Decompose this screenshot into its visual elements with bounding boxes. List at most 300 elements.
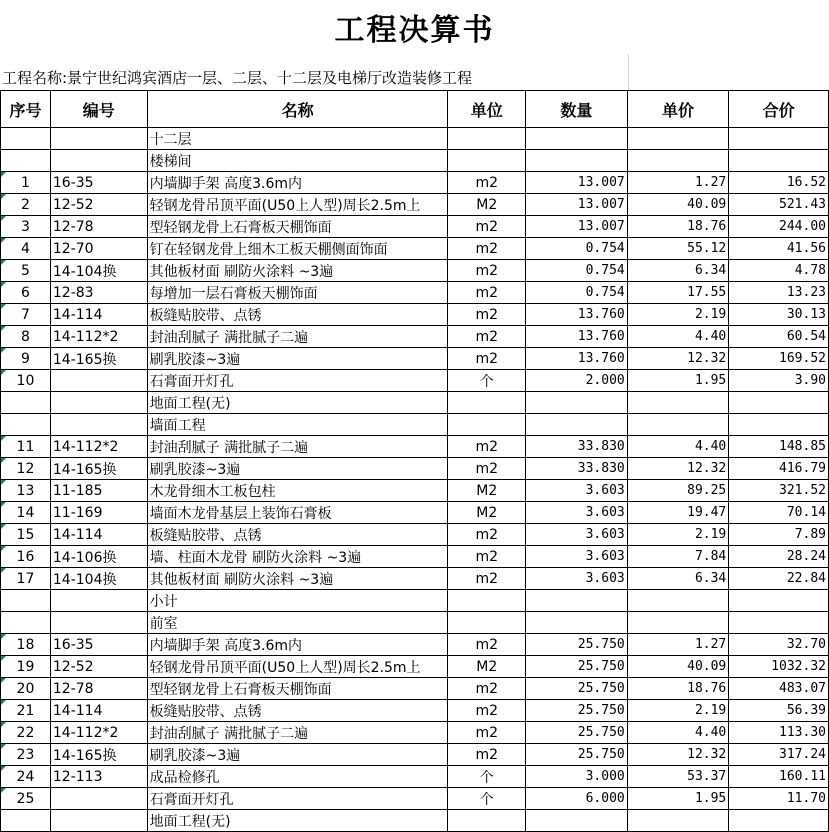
unit-cell[interactable] — [448, 612, 526, 634]
total-cell[interactable]: 41.56 — [729, 238, 829, 260]
total-cell[interactable]: 70.14 — [729, 502, 829, 524]
qty-cell[interactable]: 13.760 — [526, 326, 628, 348]
total-cell[interactable]: 169.52 — [729, 348, 829, 370]
unit-cell[interactable] — [448, 392, 526, 414]
table-row — [1, 678, 829, 700]
cell-marker-icon — [1, 260, 6, 265]
table-row — [1, 656, 829, 678]
code-cell[interactable]: 14-114 — [50, 700, 147, 722]
header-total[interactable]: 合价 — [729, 91, 829, 128]
unit-cell[interactable]: m2 — [448, 524, 526, 546]
cell-marker-icon — [1, 458, 6, 463]
seq-text: 6 — [20, 284, 30, 301]
total-cell[interactable]: 4.78 — [729, 260, 829, 282]
qty-cell[interactable]: 6.000 — [526, 788, 628, 810]
code-cell[interactable]: 12-83 — [50, 282, 147, 304]
seq-text: 25 — [16, 790, 35, 807]
seq-cell[interactable] — [1, 766, 51, 788]
code-cell[interactable]: 14-104换 — [50, 260, 147, 282]
seq-cell[interactable] — [1, 810, 51, 832]
seq-cell[interactable] — [1, 502, 51, 524]
header-unit[interactable]: 单位 — [448, 91, 526, 128]
qty-cell[interactable]: 25.750 — [526, 744, 628, 766]
unit-cell[interactable]: m2 — [448, 348, 526, 370]
cell-marker-icon — [1, 568, 6, 573]
price-cell[interactable]: 12.32 — [627, 348, 729, 370]
table-row — [1, 172, 829, 194]
seq-text: 3 — [20, 218, 30, 235]
table-row — [1, 546, 829, 568]
price-cell[interactable] — [627, 150, 729, 172]
price-cell[interactable]: 89.25 — [627, 480, 729, 502]
seq-text: 1 — [20, 174, 30, 191]
seq-text: 9 — [20, 350, 30, 367]
code-cell[interactable] — [50, 128, 147, 150]
name-cell[interactable]: 石膏面开灯孔 — [147, 370, 448, 392]
document-title: 工程决算书 — [334, 13, 495, 48]
total-cell[interactable] — [729, 590, 829, 612]
unit-cell[interactable]: m2 — [448, 722, 526, 744]
total-cell[interactable]: 3.90 — [729, 370, 829, 392]
price-cell[interactable]: 19.47 — [627, 502, 729, 524]
total-cell[interactable]: 148.85 — [729, 436, 829, 458]
table-row — [1, 700, 829, 722]
price-cell[interactable]: 18.76 — [627, 216, 729, 238]
qty-cell[interactable]: 33.830 — [526, 436, 628, 458]
header-code[interactable]: 编号 — [50, 91, 147, 128]
unit-cell[interactable]: M2 — [448, 480, 526, 502]
name-cell[interactable]: 轻钢龙骨吊顶平面(U50上人型)周长2.5m上 — [147, 656, 448, 678]
unit-cell[interactable]: m2 — [448, 216, 526, 238]
table-row — [1, 810, 829, 832]
seq-cell[interactable] — [1, 524, 51, 546]
name-cell[interactable]: 刷乳胶漆~3遍 — [147, 458, 448, 480]
table-row — [1, 260, 829, 282]
seq-cell[interactable] — [1, 480, 51, 502]
total-cell[interactable]: 16.52 — [729, 172, 829, 194]
seq-cell[interactable] — [1, 568, 51, 590]
code-cell[interactable]: 14-112*2 — [50, 326, 147, 348]
price-cell[interactable] — [627, 612, 729, 634]
name-cell[interactable]: 轻钢龙骨吊顶平面(U50上人型)周长2.5m上 — [147, 194, 448, 216]
table-body — [1, 128, 829, 832]
total-cell[interactable]: 321.52 — [729, 480, 829, 502]
name-cell[interactable]: 地面工程(无) — [147, 392, 448, 414]
unit-cell[interactable]: m2 — [448, 436, 526, 458]
seq-text: 12 — [16, 460, 35, 477]
seq-text: 14 — [16, 504, 35, 521]
name-cell[interactable]: 每增加一层石膏板天棚饰面 — [147, 282, 448, 304]
seq-text: 15 — [16, 526, 35, 543]
name-cell[interactable]: 前室 — [147, 612, 448, 634]
code-cell[interactable]: 11-169 — [50, 502, 147, 524]
name-cell[interactable]: 木龙骨细木工板包柱 — [147, 480, 448, 502]
unit-cell[interactable]: m2 — [448, 634, 526, 656]
unit-cell[interactable] — [448, 810, 526, 832]
seq-text: 16 — [16, 548, 35, 565]
total-cell[interactable]: 56.39 — [729, 700, 829, 722]
table-row — [1, 744, 829, 766]
code-cell[interactable] — [50, 612, 147, 634]
price-cell[interactable] — [627, 590, 729, 612]
seq-text: 19 — [16, 658, 35, 675]
header-seq[interactable]: 序号 — [1, 91, 51, 128]
total-cell[interactable]: 317.24 — [729, 744, 829, 766]
cell-marker-icon — [1, 678, 6, 683]
code-cell[interactable] — [50, 788, 147, 810]
qty-cell[interactable]: 25.750 — [526, 700, 628, 722]
code-cell[interactable]: 14-165换 — [50, 458, 147, 480]
total-cell[interactable] — [729, 128, 829, 150]
table-row — [1, 216, 829, 238]
code-cell[interactable] — [50, 810, 147, 832]
unit-cell[interactable]: M2 — [448, 502, 526, 524]
seq-cell[interactable] — [1, 348, 51, 370]
qty-cell[interactable]: 0.754 — [526, 238, 628, 260]
seq-cell[interactable] — [1, 656, 51, 678]
qty-cell[interactable]: 3.603 — [526, 502, 628, 524]
price-cell[interactable]: 12.32 — [627, 458, 729, 480]
cell-marker-icon — [1, 172, 6, 177]
code-cell[interactable]: 12-52 — [50, 656, 147, 678]
price-cell[interactable]: 40.09 — [627, 194, 729, 216]
seq-cell[interactable] — [1, 700, 51, 722]
unit-cell[interactable]: m2 — [448, 458, 526, 480]
seq-cell[interactable] — [1, 414, 51, 436]
table-row — [1, 326, 829, 348]
seq-cell[interactable] — [1, 590, 51, 612]
code-cell[interactable]: 12-78 — [50, 678, 147, 700]
cell-marker-icon — [1, 656, 6, 661]
code-cell[interactable]: 12-113 — [50, 766, 147, 788]
name-cell[interactable]: 其他板材面 刷防火涂料 ~3遍 — [147, 568, 448, 590]
total-cell[interactable] — [729, 612, 829, 634]
unit-cell[interactable]: m2 — [448, 260, 526, 282]
unit-cell[interactable]: m2 — [448, 700, 526, 722]
name-cell[interactable]: 十二层 — [147, 128, 448, 150]
code-cell[interactable]: 14-165换 — [50, 348, 147, 370]
seq-cell[interactable] — [1, 150, 51, 172]
cell-marker-icon — [1, 436, 6, 441]
total-cell[interactable]: 160.11 — [729, 766, 829, 788]
code-cell[interactable]: 14-112*2 — [50, 436, 147, 458]
qty-cell[interactable]: 33.830 — [526, 458, 628, 480]
unit-cell[interactable]: m2 — [448, 304, 526, 326]
qty-cell[interactable]: 25.750 — [526, 678, 628, 700]
name-cell[interactable]: 墙面工程 — [147, 414, 448, 436]
table-row — [1, 480, 829, 502]
price-cell[interactable]: 1.95 — [627, 788, 729, 810]
name-cell[interactable]: 型轻钢龙骨上石膏板天棚饰面 — [147, 216, 448, 238]
price-cell[interactable]: 2.19 — [627, 524, 729, 546]
table-row — [1, 238, 829, 260]
cell-marker-icon — [1, 524, 6, 529]
qty-cell[interactable]: 13.007 — [526, 172, 628, 194]
unit-cell[interactable]: m2 — [448, 568, 526, 590]
price-cell[interactable] — [627, 128, 729, 150]
table-row — [1, 282, 829, 304]
qty-cell[interactable] — [526, 590, 628, 612]
table-row — [1, 194, 829, 216]
table-row — [1, 524, 829, 546]
cell-marker-icon — [1, 502, 6, 507]
seq-text: 17 — [16, 570, 35, 587]
price-cell[interactable]: 1.27 — [627, 634, 729, 656]
qty-cell[interactable]: 0.754 — [526, 260, 628, 282]
table-row — [1, 612, 829, 634]
table-row — [1, 128, 829, 150]
price-cell[interactable]: 6.34 — [627, 568, 729, 590]
seq-cell[interactable] — [1, 370, 51, 392]
name-cell[interactable]: 封油刮腻子 满批腻子二遍 — [147, 436, 448, 458]
price-cell[interactable]: 17.55 — [627, 282, 729, 304]
project-name: 工程名称:景宁世纪鸿宾酒店一层、二层、十二层及电梯厅改造装修工程 — [2, 69, 473, 87]
price-cell[interactable]: 4.40 — [627, 436, 729, 458]
table-row — [1, 414, 829, 436]
total-cell[interactable]: 22.84 — [729, 568, 829, 590]
qty-cell[interactable] — [526, 612, 628, 634]
price-cell[interactable]: 53.37 — [627, 766, 729, 788]
qty-cell[interactable] — [526, 810, 628, 832]
seq-cell[interactable] — [1, 788, 51, 810]
seq-text: 4 — [20, 240, 30, 257]
total-cell[interactable]: 483.07 — [729, 678, 829, 700]
seq-cell[interactable] — [1, 326, 51, 348]
price-cell[interactable] — [627, 414, 729, 436]
unit-cell[interactable]: m2 — [448, 744, 526, 766]
price-cell[interactable]: 6.34 — [627, 260, 729, 282]
seq-cell[interactable] — [1, 744, 51, 766]
price-cell[interactable]: 12.32 — [627, 744, 729, 766]
qty-cell[interactable]: 3.000 — [526, 766, 628, 788]
code-cell[interactable]: 14-112*2 — [50, 722, 147, 744]
qty-cell[interactable]: 3.603 — [526, 480, 628, 502]
name-cell[interactable]: 墙、柱面木龙骨 刷防火涂料 ~3遍 — [147, 546, 448, 568]
code-cell[interactable]: 16-35 — [50, 172, 147, 194]
header-row — [1, 91, 829, 128]
price-cell[interactable]: 1.27 — [627, 172, 729, 194]
code-cell[interactable] — [50, 392, 147, 414]
code-cell[interactable]: 11-185 — [50, 480, 147, 502]
seq-text: 2 — [20, 196, 30, 213]
unit-cell[interactable] — [448, 150, 526, 172]
cell-marker-icon — [1, 700, 6, 705]
seq-text: 24 — [16, 768, 35, 785]
total-cell[interactable] — [729, 150, 829, 172]
header-name[interactable]: 名称 — [147, 91, 448, 128]
total-cell[interactable] — [729, 414, 829, 436]
name-cell[interactable]: 墙面木龙骨基层上装饰石膏板 — [147, 502, 448, 524]
unit-cell[interactable]: m2 — [448, 282, 526, 304]
cell-marker-icon — [1, 282, 6, 287]
cell-marker-icon — [1, 238, 6, 243]
table-row — [1, 788, 829, 810]
unit-cell[interactable]: 个 — [448, 370, 526, 392]
qty-cell[interactable]: 3.603 — [526, 568, 628, 590]
total-cell[interactable]: 521.43 — [729, 194, 829, 216]
qty-cell[interactable]: 25.750 — [526, 722, 628, 744]
cell-marker-icon — [1, 194, 6, 199]
qty-cell[interactable]: 25.750 — [526, 656, 628, 678]
cell-marker-icon — [1, 546, 6, 551]
header-qty[interactable]: 数量 — [526, 91, 628, 128]
total-cell[interactable]: 28.24 — [729, 546, 829, 568]
price-cell[interactable]: 40.09 — [627, 656, 729, 678]
price-cell[interactable]: 7.84 — [627, 546, 729, 568]
total-cell[interactable]: 11.70 — [729, 788, 829, 810]
code-cell[interactable]: 12-52 — [50, 194, 147, 216]
total-cell[interactable] — [729, 810, 829, 832]
unit-cell[interactable] — [448, 414, 526, 436]
seq-text: 18 — [16, 636, 35, 653]
name-cell[interactable]: 刷乳胶漆~3遍 — [147, 744, 448, 766]
cell-marker-icon — [1, 634, 6, 639]
name-cell[interactable]: 板缝贴胶带、点锈 — [147, 524, 448, 546]
qty-cell[interactable]: 0.754 — [526, 282, 628, 304]
qty-cell[interactable]: 3.603 — [526, 546, 628, 568]
qty-cell[interactable]: 13.007 — [526, 194, 628, 216]
total-cell[interactable]: 416.79 — [729, 458, 829, 480]
unit-cell[interactable]: M2 — [448, 656, 526, 678]
cell-marker-icon — [1, 480, 6, 485]
total-cell[interactable] — [729, 392, 829, 414]
seq-cell[interactable] — [1, 194, 51, 216]
seq-cell[interactable] — [1, 436, 51, 458]
code-cell[interactable]: 14-104换 — [50, 568, 147, 590]
name-cell[interactable]: 内墙脚手架 高度3.6m内 — [147, 172, 448, 194]
name-cell[interactable]: 成品检修孔 — [147, 766, 448, 788]
unit-cell[interactable]: m2 — [448, 326, 526, 348]
code-cell[interactable] — [50, 370, 147, 392]
total-cell[interactable]: 60.54 — [729, 326, 829, 348]
unit-cell[interactable] — [448, 128, 526, 150]
table-row — [1, 392, 829, 414]
price-cell[interactable]: 4.40 — [627, 326, 729, 348]
cell-marker-icon — [1, 326, 6, 331]
seq-cell[interactable] — [1, 260, 51, 282]
name-cell[interactable]: 刷乳胶漆~3遍 — [147, 348, 448, 370]
qty-cell[interactable]: 13.760 — [526, 348, 628, 370]
name-cell[interactable]: 钉在轻钢龙骨上细木工板天棚侧面饰面 — [147, 238, 448, 260]
unit-cell[interactable]: 个 — [448, 788, 526, 810]
price-cell[interactable]: 55.12 — [627, 238, 729, 260]
unit-cell[interactable]: m2 — [448, 546, 526, 568]
total-cell[interactable]: 244.00 — [729, 216, 829, 238]
name-cell[interactable]: 内墙脚手架 高度3.6m内 — [147, 634, 448, 656]
name-cell[interactable]: 板缝贴胶带、点锈 — [147, 304, 448, 326]
name-cell[interactable]: 楼梯间 — [147, 150, 448, 172]
table-row — [1, 502, 829, 524]
seq-cell[interactable] — [1, 282, 51, 304]
header-price[interactable]: 单价 — [627, 91, 729, 128]
qty-cell[interactable]: 3.603 — [526, 524, 628, 546]
seq-cell[interactable] — [1, 128, 51, 150]
seq-cell[interactable] — [1, 546, 51, 568]
seq-cell[interactable] — [1, 634, 51, 656]
seq-cell[interactable] — [1, 392, 51, 414]
seq-cell[interactable] — [1, 612, 51, 634]
qty-cell[interactable] — [526, 128, 628, 150]
seq-cell[interactable] — [1, 304, 51, 326]
total-cell[interactable]: 7.89 — [729, 524, 829, 546]
seq-cell[interactable] — [1, 216, 51, 238]
qty-cell[interactable]: 13.760 — [526, 304, 628, 326]
total-cell[interactable]: 1032.32 — [729, 656, 829, 678]
unit-cell[interactable] — [448, 590, 526, 612]
price-cell[interactable] — [627, 810, 729, 832]
code-cell[interactable] — [50, 150, 147, 172]
qty-cell[interactable] — [526, 414, 628, 436]
name-cell[interactable]: 小计 — [147, 590, 448, 612]
seq-cell[interactable] — [1, 172, 51, 194]
settlement-table — [0, 90, 829, 832]
code-cell[interactable]: 14-106换 — [50, 546, 147, 568]
name-cell[interactable]: 其他板材面 刷防火涂料 ~3遍 — [147, 260, 448, 282]
unit-cell[interactable]: m2 — [448, 172, 526, 194]
name-cell[interactable]: 型轻钢龙骨上石膏板天棚饰面 — [147, 678, 448, 700]
seq-text: 20 — [16, 680, 35, 697]
total-cell[interactable]: 32.70 — [729, 634, 829, 656]
code-cell[interactable]: 16-35 — [50, 634, 147, 656]
code-cell[interactable]: 14-165换 — [50, 744, 147, 766]
name-cell[interactable]: 板缝贴胶带、点锈 — [147, 700, 448, 722]
name-cell[interactable]: 封油刮腻子 满批腻子二遍 — [147, 326, 448, 348]
seq-cell[interactable] — [1, 238, 51, 260]
qty-cell[interactable] — [526, 150, 628, 172]
table-row — [1, 370, 829, 392]
cell-marker-icon — [1, 216, 6, 221]
price-cell[interactable]: 1.95 — [627, 370, 729, 392]
code-cell[interactable]: 12-78 — [50, 216, 147, 238]
code-cell[interactable]: 14-114 — [50, 304, 147, 326]
name-cell[interactable]: 石膏面开灯孔 — [147, 788, 448, 810]
cell-marker-icon — [1, 722, 6, 727]
seq-cell[interactable] — [1, 678, 51, 700]
name-cell[interactable]: 地面工程(无) — [147, 810, 448, 832]
qty-cell[interactable]: 2.000 — [526, 370, 628, 392]
seq-text: 13 — [16, 482, 35, 499]
seq-cell[interactable] — [1, 722, 51, 744]
qty-cell[interactable] — [526, 392, 628, 414]
qty-cell[interactable]: 13.007 — [526, 216, 628, 238]
table-row — [1, 436, 829, 458]
table-row — [1, 348, 829, 370]
code-cell[interactable] — [50, 590, 147, 612]
price-cell[interactable] — [627, 392, 729, 414]
unit-cell[interactable]: M2 — [448, 194, 526, 216]
table-row — [1, 150, 829, 172]
price-cell[interactable]: 18.76 — [627, 678, 729, 700]
seq-text: 22 — [16, 724, 35, 741]
code-cell[interactable]: 14-114 — [50, 524, 147, 546]
seq-cell[interactable] — [1, 458, 51, 480]
unit-cell[interactable]: 个 — [448, 766, 526, 788]
code-cell[interactable] — [50, 414, 147, 436]
table-row — [1, 590, 829, 612]
unit-cell[interactable]: m2 — [448, 238, 526, 260]
total-cell[interactable]: 30.13 — [729, 304, 829, 326]
code-cell[interactable]: 12-70 — [50, 238, 147, 260]
qty-cell[interactable]: 25.750 — [526, 634, 628, 656]
total-cell[interactable]: 13.23 — [729, 282, 829, 304]
name-cell[interactable]: 封油刮腻子 满批腻子二遍 — [147, 722, 448, 744]
price-cell[interactable]: 2.19 — [627, 700, 729, 722]
unit-cell[interactable]: m2 — [448, 678, 526, 700]
total-cell[interactable]: 113.30 — [729, 722, 829, 744]
price-cell[interactable]: 2.19 — [627, 304, 729, 326]
seq-text: 7 — [20, 306, 30, 323]
price-cell[interactable]: 4.40 — [627, 722, 729, 744]
